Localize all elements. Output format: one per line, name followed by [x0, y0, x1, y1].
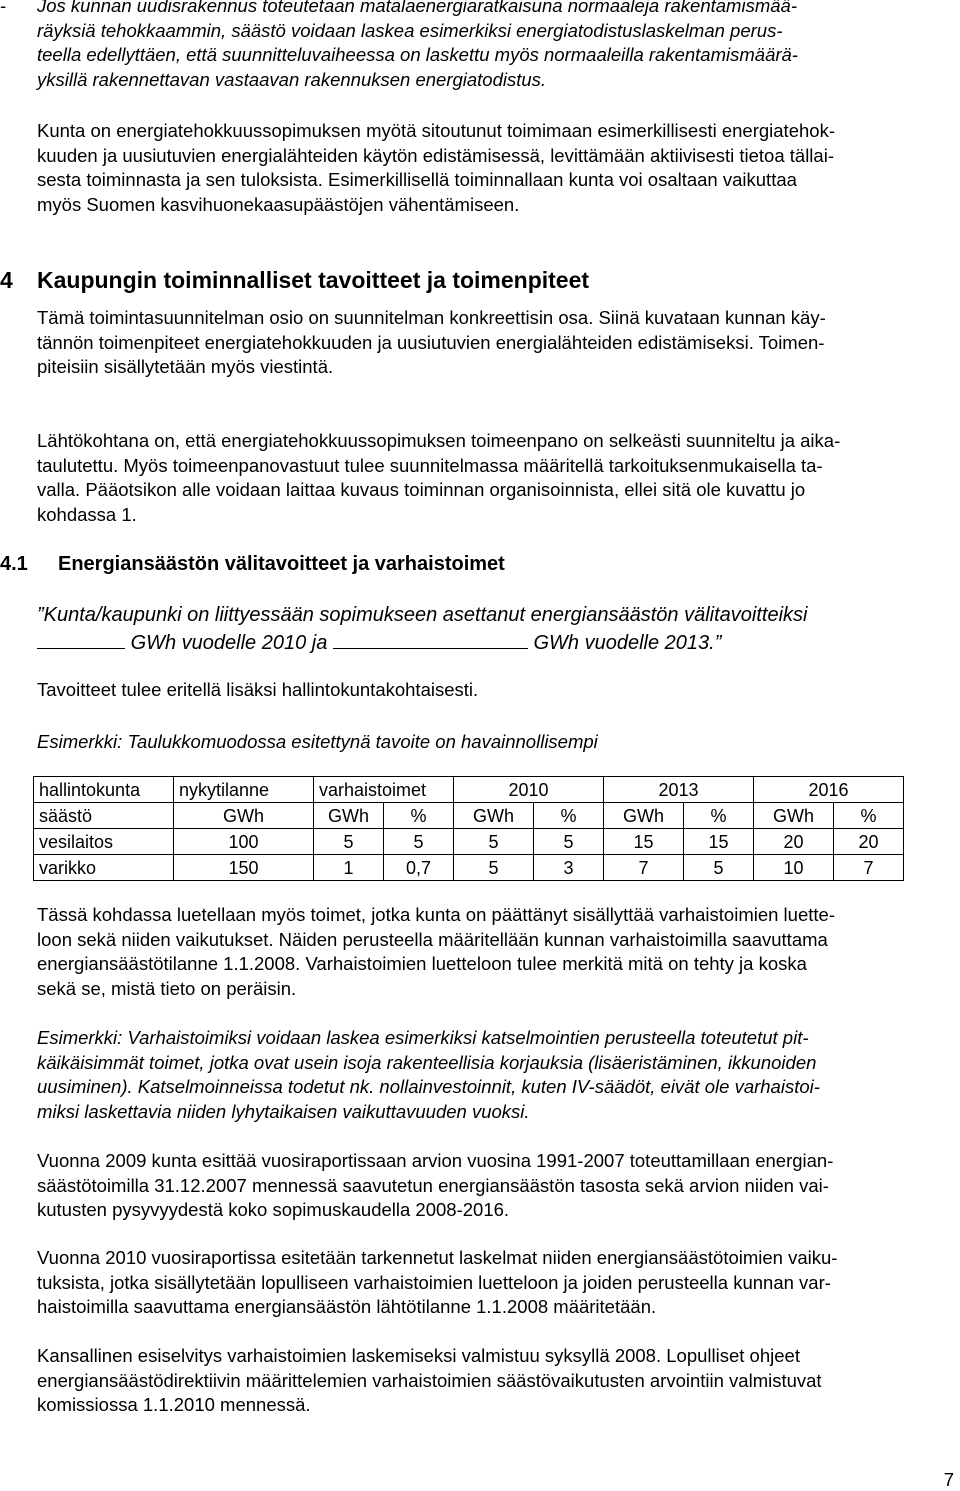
table-cell: GWh	[314, 803, 384, 829]
table-cell: GWh	[174, 803, 314, 829]
text-line: yksillä rakennettavan vastaavan rakennuksen energiatodistus.	[37, 68, 547, 90]
section-heading-4	[0, 265, 589, 295]
bullet-dash: -	[0, 0, 7, 16]
table-cell: 5	[384, 829, 454, 855]
table-cell: 15	[604, 829, 684, 855]
text-line: Jos kunnan uudisrakennus toteutetaan matalaenergiaratkaisuna normaaleja rakentamismää-	[37, 0, 797, 16]
table-header-cell: nykytilanne	[174, 777, 314, 803]
bullet-paragraph	[37, 0, 942, 92]
table-cell: vesilaitos	[34, 829, 174, 855]
table-cell: varikko	[34, 855, 174, 881]
text-line: käikäisimmät toimet, jotka ovat usein isoja rakenteellisia korjauksia (lisäeristäminen, ikkunoiden	[37, 1051, 817, 1073]
text-line: Vuonna 2010 vuosiraportissa esitetään tarkennetut laskelmat niiden energiansäästötoimien vaiku-	[37, 1247, 838, 1268]
paragraph-2009-report	[37, 1149, 942, 1223]
text-line: taulutettu. Myös toimeenpanovastuut tulee suunnitelmassa määritellä tarkoituksenmukaisella ta-	[37, 454, 823, 476]
table-cell: 5	[454, 855, 534, 881]
table-units-row	[34, 803, 904, 829]
section-number: 4.1	[0, 553, 28, 575]
table-header-cell: 2010	[454, 777, 604, 803]
table-cell: 5	[314, 829, 384, 855]
statement-part-b: GWh vuodelle 2013.”	[533, 632, 722, 654]
text-line: Esimerkki: Taulukkomuodossa esitettynä tavoite on havainnollisempi	[37, 731, 598, 752]
table-cell: 3	[534, 855, 604, 881]
statement-line	[37, 628, 942, 656]
paragraph-section-intro	[37, 306, 942, 380]
page-number: 7	[943, 1469, 954, 1490]
text-line: Tavoitteet tulee eritellä lisäksi hallintokuntakohtaisesti.	[37, 679, 479, 700]
table-header-cell: 2013	[604, 777, 754, 803]
text-line: piteisiin sisällytetään myös viestintä.	[37, 356, 334, 377]
text-line: energiansäästödirektiivin määrittelemien varhaistoimien säästövaikutusten arvointiin valmistuvat	[37, 1369, 822, 1391]
table-cell: GWh	[604, 803, 684, 829]
table-cell: säästö	[34, 803, 174, 829]
savings-table	[33, 776, 904, 881]
table-cell: 100	[174, 829, 314, 855]
text-line: sesta toiminnasta ja sen tuloksista. Esimerkillisellä toiminnallaan kunta voi osaltaan vaikuttaa	[37, 169, 797, 190]
text-line: kutusten pysyvyydestä koko sopimuskaudella 2008-2016.	[37, 1199, 510, 1220]
paragraph-early-actions	[37, 903, 942, 1001]
text-line: Tässä kohdassa luetellaan myös toimet, jotka kunta on päättänyt sisällyttää varhaistoimien luette-	[37, 904, 835, 925]
target-statement	[37, 602, 942, 656]
table-cell: 20	[834, 829, 904, 855]
text-line: energiansäästötilanne 1.1.2008. Varhaistoimien luetteloon tulee merkitä mitä on tehty ja koska	[37, 953, 807, 974]
table-cell: %	[534, 803, 604, 829]
text-line: Kansallinen esiselvitys varhaistoimien laskemiseksi valmistuu syksyllä 2008. Lopulliset ohjeet	[37, 1345, 800, 1366]
table-cell: 1	[314, 855, 384, 881]
text-line: Tämä toimintasuunnitelman osio on suunnitelman konkreettisin osa. Siinä kuvataan kunnan käy-	[37, 307, 826, 328]
text-line: kohdassa 1.	[37, 503, 137, 525]
table-header-cell: hallintokunta	[34, 777, 174, 803]
table-cell: GWh	[454, 803, 534, 829]
text-line: miksi laskettavia niiden lyhytaikaisen vaikuttavuuden vuoksi.	[37, 1100, 530, 1122]
table-header-cell: 2016	[754, 777, 904, 803]
table-cell: %	[384, 803, 454, 829]
section-title: Energiansäästön välitavoitteet ja varhaistoimet	[58, 553, 505, 575]
text-line: säästötoimilla 31.12.2007 mennessä saavutetun energiansäästön tasosta sekä arvion niiden vai-	[37, 1174, 829, 1196]
table-header-row	[34, 777, 904, 803]
table-cell: 5	[454, 829, 534, 855]
table-cell: 7	[834, 855, 904, 881]
text-line: uusiminen). Katselmoinneissa todetut nk. nollainvestoinnit, kuten IV-säädöt, eivät ole varhaistoi-	[37, 1076, 820, 1097]
table-row	[34, 855, 904, 881]
paragraph-national-study	[37, 1344, 942, 1418]
text-line: haistoimilla saavuttama energiansäästön lähtötilanne 1.1.2008 määritetään.	[37, 1296, 657, 1317]
example-caption	[37, 730, 942, 755]
text-line: valla. Pääotsikon alle voidaan laittaa kuvaus toiminnan organisoinnista, ellei sitä ole kuvattu jo	[37, 479, 806, 500]
paragraph-breakdown	[37, 678, 942, 703]
text-line: teella edellyttäen, että suunnitteluvaiheessa on laskettu myös normaaleilla rakentamismäärä-	[37, 44, 798, 65]
example-early-actions	[37, 1026, 942, 1124]
table-cell: 20	[754, 829, 834, 855]
section-number: 4	[0, 267, 13, 293]
paragraph-commitment	[37, 119, 942, 217]
text-line: tuksista, jotka sisällytetään lopulliseen varhaistoimien luetteloon ja joiden perusteella kunnan var-	[37, 1271, 831, 1293]
paragraph-starting-point	[37, 429, 942, 527]
text-line: myös Suomen kasvihuonekaasupäästöjen vähentämiseen.	[37, 193, 520, 215]
table-cell: 15	[684, 829, 754, 855]
paragraph-2010-report	[37, 1246, 942, 1320]
table-cell: 5	[534, 829, 604, 855]
section-title: Kaupungin toiminnalliset tavoitteet ja toimenpiteet	[37, 267, 590, 293]
table-cell: 5	[684, 855, 754, 881]
table-cell: %	[684, 803, 754, 829]
text-line: räyksiä tehokkaammin, säästö voidaan laskea esimerkiksi energiatodistuslaskelman perus-	[37, 19, 783, 41]
table-cell: %	[834, 803, 904, 829]
statement-line: ”Kunta/kaupunki on liittyessään sopimukseen asettanut energiansäästön välitavoitteiksi	[37, 604, 808, 626]
table-row	[34, 829, 904, 855]
text-line: Kunta on energiatehokkuussopimuksen myötä sitoutunut toimimaan esimerkillisesti energiatehok-	[37, 120, 835, 141]
text-line: Vuonna 2009 kunta esittää vuosiraportissaan arvion vuosina 1991-2007 toteuttamillaan energian-	[37, 1150, 834, 1171]
statement-part-a: GWh vuodelle 2010 ja	[130, 632, 328, 654]
table-cell: 150	[174, 855, 314, 881]
table-cell: 0,7	[384, 855, 454, 881]
table-cell: 7	[604, 855, 684, 881]
text-line: sekä se, mistä tieto on peräisin.	[37, 977, 297, 999]
table-header-cell: varhaistoimet	[314, 777, 454, 803]
blank-field-2010	[37, 628, 125, 649]
text-line: Lähtökohtana on, että energiatehokkuussopimuksen toimeenpano on selkeästi suunniteltu ja aika-	[37, 430, 841, 451]
text-line: komissiossa 1.1.2010 mennessä.	[37, 1394, 311, 1415]
text-line: loon sekä niiden vaikutukset. Näiden perusteella määritellään kunnan varhaistoimilla saavuttama	[37, 928, 828, 950]
table-cell: 10	[754, 855, 834, 881]
text-line: tännön toimenpiteet energiatehokkuuden ja uusiutuvien energialähteiden edistämiseksi. Toimen-	[37, 331, 825, 353]
text-line: kuuden ja uusiutuvien energialähteiden käytön edistämisessä, levittämään aktiivisesti tietoa tällai-	[37, 144, 834, 166]
table-cell: GWh	[754, 803, 834, 829]
blank-field-2013	[333, 628, 528, 649]
text-line: Esimerkki: Varhaistoimiksi voidaan laskea esimerkiksi katselmointien perusteella toteutetut pit-	[37, 1027, 809, 1048]
section-heading-4-1	[0, 551, 505, 577]
